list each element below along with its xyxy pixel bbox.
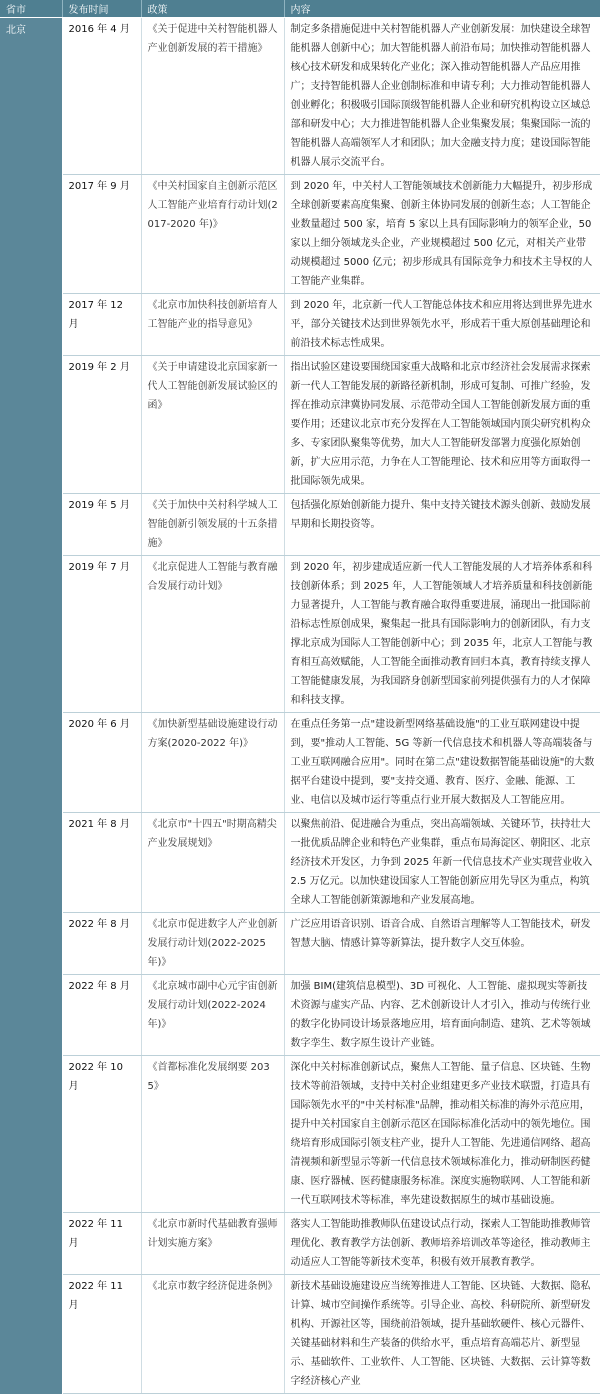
policy-cell: 《加快新型基础设施建设行动方案(2020-2022 年)》 (141, 713, 284, 813)
table-row (0, 356, 600, 494)
content-cell: 包括强化原始创新能力提升、集中支持关键技术源头创新、鼓励发展早期和长期投资等。 (284, 494, 600, 556)
content-cell: 加强 BIM(建筑信息模型)、3D 可视化、人工智能、虚拟现实等新技术资源与虚实产品、内容、艺术创新设计人才引入，推动与传统行业的数字化协同设计场景落地应用，培育面向制造、建筑、艺术等领域数字孪生、数字原生设计产业链。 (284, 975, 600, 1056)
policy-cell: 《关于促进中关村智能机器人产业创新发展的若干措施》 (141, 18, 284, 175)
table-row (0, 1056, 600, 1213)
policy-cell: 《关于申请建设北京国家新一代人工智能创新发展试验区的函》 (141, 356, 284, 494)
date-cell: 2020 年 6 月 (62, 713, 141, 813)
table-body (0, 18, 600, 1394)
table-row (0, 913, 600, 975)
date-cell: 2019 年 2 月 (62, 356, 141, 494)
table-row (0, 713, 600, 813)
header-date: 发布时间 (62, 0, 141, 18)
content-cell: 到 2020 年，北京新一代人工智能总体技术和应用将达到世界先进水平，部分关键技术达到世界领先水平，形成若干重大原创基础理论和前沿技术标志性成果。 (284, 294, 600, 356)
date-cell: 2017 年 12 月 (62, 294, 141, 356)
table-row (0, 175, 600, 294)
content-cell: 深化中关村标准创新试点，聚焦人工智能、量子信息、区块链、生物技术等前沿领域，支持中关村企业组建更多产业技术联盟，打造具有国际领先水平的"中关村标准"品牌，推动相关标准的海外示范应用，提升中关村国家自主创新示范区在国际标准化活动中的领先地位。围绕培育形成国际引领支柱产业，提升人工智能、先进通信网络、超高清视频和新型显示等新一代信息技术领域标准化力，推动研制医药健康、医疗器械、医药健康服务标准。深度实施物联网、人工智能和新一代互联网技术等标准，率先建设数据原生的城市基础设施。 (284, 1056, 600, 1213)
content-cell: 广泛应用语音识别、语音合成、自然语言理解等人工智能技术，研发智慧大脑、情感计算等新算法，提升数字人交互体验。 (284, 913, 600, 975)
policy-cell: 《北京市数字经济促进条例》 (141, 1275, 284, 1394)
table-row (0, 813, 600, 913)
policy-cell: 《中关村国家自主创新示范区人工智能产业培育行动计划(2017-2020 年)》 (141, 175, 284, 294)
header-content: 内容 (284, 0, 600, 18)
date-cell: 2022 年 11 月 (62, 1213, 141, 1275)
header-province: 省市 (0, 0, 62, 18)
policy-cell: 《北京市加快科技创新培育人工智能产业的指导意见》 (141, 294, 284, 356)
content-cell: 到 2020 年，中关村人工智能领域技术创新能力大幅提升，初步形成全球创新要素高度集聚、创新主体协同发展的创新生态；人工智能企业数量超过 500 家，培育 5 家以上具有国际影响力的领军企业，50 家以上细分领域龙头企业，产业规模超过 500 亿元，对相关产业带动规模超过 5000 亿元；初步形成具有国际竞争力和技术主导权的人工智能产业集群。 (284, 175, 600, 294)
date-cell: 2022 年 10 月 (62, 1056, 141, 1213)
content-cell: 制定多条措施促进中关村智能机器人产业创新发展：加快建设全球智能机器人创新中心；加大智能机器人前沿布局；加快推动智能机器人核心技术研发和成果转化产业化；深入推动智能机器人产品应用推广；支持智能机器人企业创制标准和申请专利；大力推动智能机器人创业孵化；积极吸引国际顶级智能机器人企业和研究机构设立区域总部和研发中心；大力推进智能机器人企业集聚发展；集聚国际一流的智能机器人高端领军人才和团队；加大金融支持力度；建设国际智能机器人展示交流平台。 (284, 18, 600, 175)
policy-cell: 《北京市促进数字人产业创新发展行动计划(2022-2025 年)》 (141, 913, 284, 975)
date-cell: 2022 年 8 月 (62, 913, 141, 975)
content-cell: 到 2020 年，初步建成适应新一代人工智能发展的人才培养体系和科技创新体系；到 2025 年，人工智能领域人才培养质量和科技创新能力显著提升，人工智能与教育融合取得重要进展，涌现出一批国际前沿标志性原创成果，聚集起一批具有国际影响力的创新团队，有力支撑北京成为国际人工智能创新中心；到 2035 年，北京人工智能与教育相互高效赋能，人工智能全面推动教育回归本真，教育持续支撑人工智能健康发展，为我国跻身创新型国家前列提供强有力的人才保障和科技支撑。 (284, 556, 600, 713)
policy-cell: 《首都标准化发展纲要 2035》 (141, 1056, 284, 1213)
policy-cell: 《北京市新时代基础教育强师计划实施方案》 (141, 1213, 284, 1275)
table-row (0, 494, 600, 556)
table-row (0, 975, 600, 1056)
table-row (0, 294, 600, 356)
policy-cell: 《北京促进人工智能与教育融合发展行动计划》 (141, 556, 284, 713)
policy-cell: 《关于加快中关村科学城人工智能创新引领发展的十五条措施》 (141, 494, 284, 556)
date-cell: 2016 年 4 月 (62, 18, 141, 175)
policy-cell: 《北京市"十四五"时期高精尖产业发展规划》 (141, 813, 284, 913)
content-cell: 在重点任务第一点"建设新型网络基础设施"的工业互联网建设中提到，要"推动人工智能、5G 等新一代信息技术和机器人等高端装备与工业互联网融合应用"。同时在第二点"建设数据智能基础设施"的大数据平台建设中提到，要"支持交通、教育、医疗、金融、能源、工业、电信以及城市运行等重点行业开展大数据及人工智能应用。 (284, 713, 600, 813)
date-cell: 2021 年 8 月 (62, 813, 141, 913)
content-cell: 指出试验区建设要围绕国家重大战略和北京市经济社会发展需求探索新一代人工智能发展的新路径新机制，形成可复制、可推广经验，发挥在推动京津冀协同发展、示范带动全国人工智能创新发展方面的重要作用；还建议北京市充分发挥在人工智能领域国内顶尖研究机构众多、专家团队聚集等优势，加大人工智能研发部署力度强化原始创新，扩大应用示范，力争在人工智能理论、技术和应用等方面取得一批国际领先成果。 (284, 356, 600, 494)
date-cell: 2017 年 9 月 (62, 175, 141, 294)
content-cell: 新技术基础设施建设应当统筹推进人工智能、区块链、大数据、隐私计算、城市空间操作系统等。引导企业、高校、科研院所、新型研发机构、开源社区等，围绕前沿领域，提升基础软硬件、核心元器件、关键基础材料和生产装备的供给水平，重点培育高端芯片、新型显示、基础软件、工业软件、人工智能、区块链、大数据、云计算等数字经济核心产业 (284, 1275, 600, 1394)
table-row (0, 556, 600, 713)
table-row (0, 18, 600, 175)
table-row (0, 1275, 600, 1394)
province-cell: 北京 (0, 18, 62, 1394)
content-cell: 落实人工智能助推教师队伍建设试点行动，探索人工智能助推教师管理优化、教育教学方法创新、教师培养培训改革等途径，推动教师主动适应人工智能等新技术变革，积极有效开展教育教学。 (284, 1213, 600, 1275)
table-row (0, 1213, 600, 1275)
content-cell: 以聚焦前沿、促进融合为重点，突出高端领域、关键环节，扶持壮大一批优质品牌企业和特色产业集群，重点布局海淀区、朝阳区、北京经济技术开发区，力争到 2025 年新一代信息技术产业实现营业收入 2.5 万亿元。以加快建设国家人工智能创新应用先导区为重点，构筑全球人工智能创新策源地和产业发展高地。 (284, 813, 600, 913)
date-cell: 2022 年 8 月 (62, 975, 141, 1056)
policy-cell: 《北京城市副中心元宇宙创新发展行动计划(2022-2024 年)》 (141, 975, 284, 1056)
date-cell: 2019 年 5 月 (62, 494, 141, 556)
date-cell: 2022 年 11 月 (62, 1275, 141, 1394)
table-header (0, 0, 600, 18)
header-policy: 政策 (141, 0, 284, 18)
date-cell: 2019 年 7 月 (62, 556, 141, 713)
